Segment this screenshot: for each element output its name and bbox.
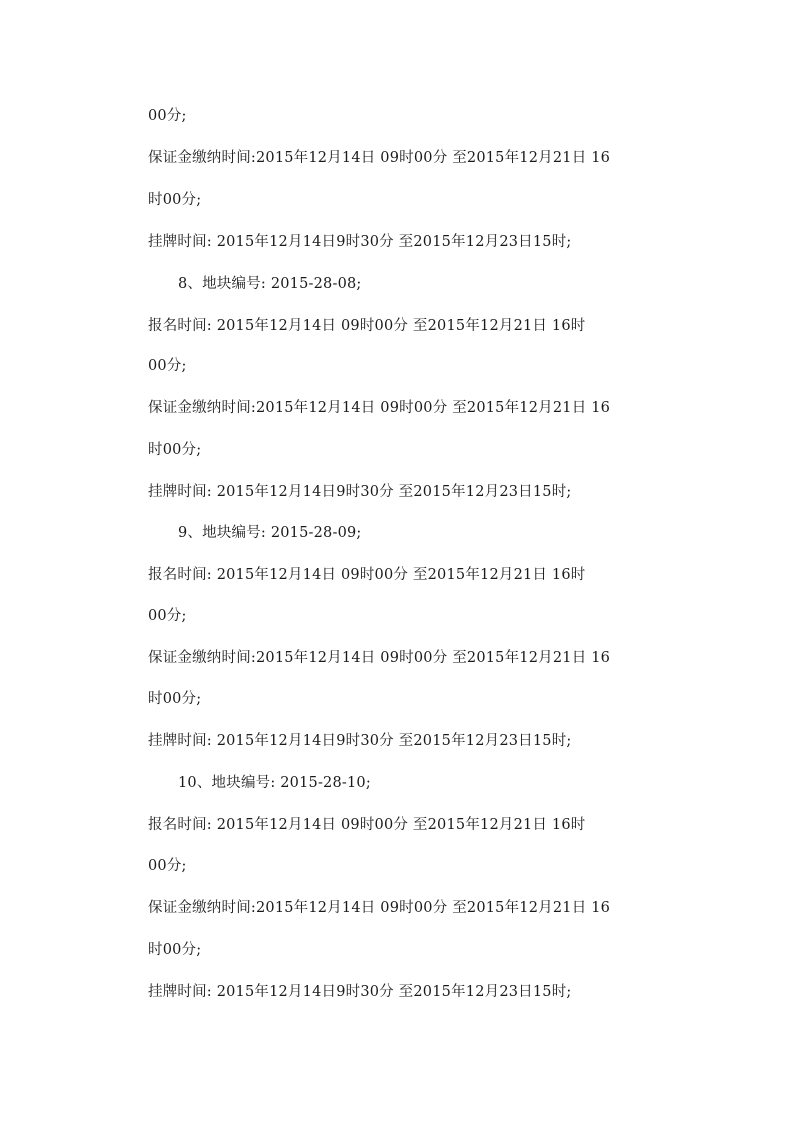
text-line-registration-time: 报名时间: 2015年12月14日 09时00分 至2015年12月21日 16时 bbox=[148, 318, 586, 334]
text-line-registration-time-continued: 00分; bbox=[148, 358, 187, 374]
text-line-listing-time: 挂牌时间: 2015年12月14日9时30分 至2015年12月23日15时; bbox=[148, 984, 572, 1000]
text-line-listing-time: 挂牌时间: 2015年12月14日9时30分 至2015年12月23日15时; bbox=[148, 234, 572, 250]
parcel-heading-8: 8、地块编号: 2015-28-08; bbox=[178, 276, 362, 292]
text-line-deposit-time-continued: 时00分; bbox=[148, 192, 202, 208]
text-line-listing-time: 挂牌时间: 2015年12月14日9时30分 至2015年12月23日15时; bbox=[148, 733, 572, 749]
text-line-registration-time-continued: 00分; bbox=[148, 608, 187, 624]
text-line-deposit-time: 保证金缴纳时间:2015年12月14日 09时00分 至2015年12月21日 16 bbox=[148, 150, 611, 166]
text-line-registration-time: 报名时间: 2015年12月14日 09时00分 至2015年12月21日 16时 bbox=[148, 567, 586, 583]
text-line-registration-end-continued: 00分; bbox=[148, 108, 187, 124]
text-line-deposit-time: 保证金缴纳时间:2015年12月14日 09时00分 至2015年12月21日 16 bbox=[148, 900, 611, 916]
text-line-deposit-time-continued: 时00分; bbox=[148, 691, 202, 707]
text-line-registration-time: 报名时间: 2015年12月14日 09时00分 至2015年12月21日 16时 bbox=[148, 817, 586, 833]
text-line-deposit-time: 保证金缴纳时间:2015年12月14日 09时00分 至2015年12月21日 16 bbox=[148, 650, 611, 666]
text-line-listing-time: 挂牌时间: 2015年12月14日9时30分 至2015年12月23日15时; bbox=[148, 484, 572, 500]
text-line-registration-time-continued: 00分; bbox=[148, 858, 187, 874]
parcel-heading-10: 10、地块编号: 2015-28-10; bbox=[178, 775, 371, 791]
parcel-heading-9: 9、地块编号: 2015-28-09; bbox=[178, 525, 362, 541]
text-line-deposit-time: 保证金缴纳时间:2015年12月14日 09时00分 至2015年12月21日 16 bbox=[148, 400, 611, 416]
text-line-deposit-time-continued: 时00分; bbox=[148, 942, 202, 958]
text-line-deposit-time-continued: 时00分; bbox=[148, 442, 202, 458]
